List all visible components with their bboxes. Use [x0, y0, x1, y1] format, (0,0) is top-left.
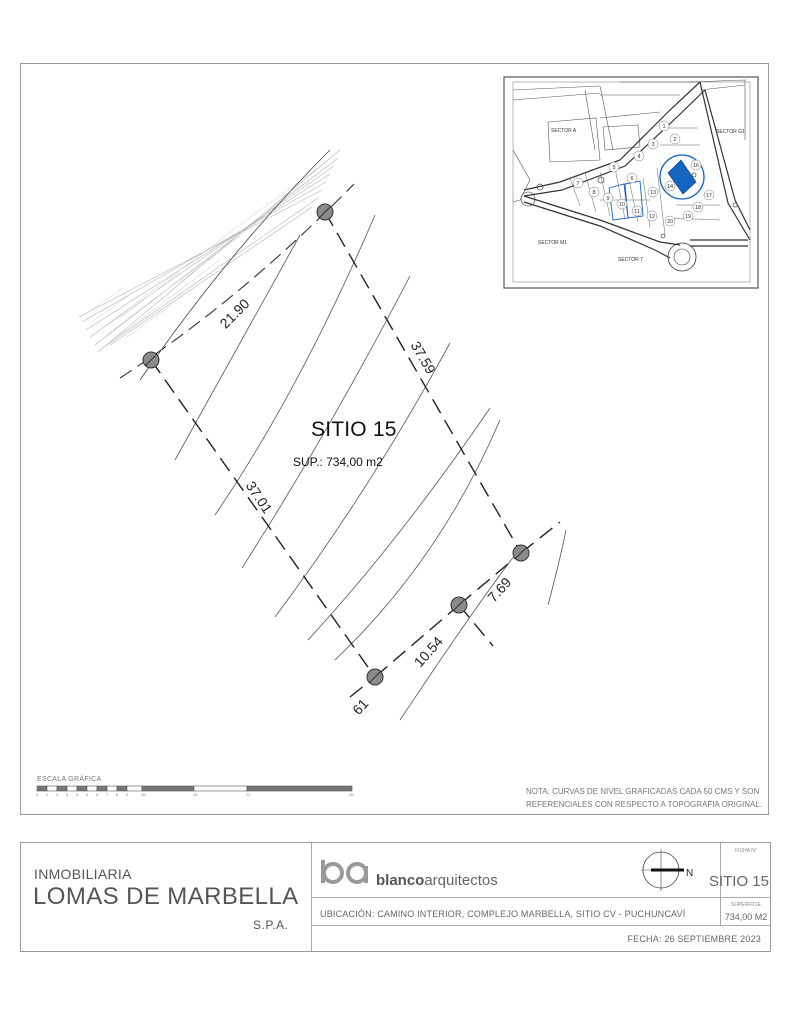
svg-text:19: 19 — [684, 214, 692, 220]
scale-tick: 4 — [76, 792, 79, 797]
svg-text:10: 10 — [618, 202, 626, 208]
svg-text:9: 9 — [606, 196, 610, 202]
svg-text:2: 2 — [673, 137, 677, 143]
scale-tick: 15 — [193, 792, 198, 797]
scale-tick: 7 — [106, 792, 109, 797]
svg-text:17: 17 — [705, 193, 713, 199]
dimension-corner: 61 — [349, 695, 372, 718]
blanco-arquitectos-logo-icon — [323, 860, 366, 883]
ficha-value: SITIO 15 — [708, 873, 769, 890]
svg-text:4: 4 — [637, 154, 641, 160]
north-arrow-icon — [641, 849, 684, 891]
superficie-label: SUPERFICIE — [730, 902, 761, 908]
svg-text:20: 20 — [666, 219, 674, 225]
ficha-label: FICHA N° — [735, 848, 757, 854]
dimension-back-left: 10.54 — [410, 633, 446, 671]
scale-tick: 0 — [36, 792, 39, 797]
dimension-back-right: 7.69 — [484, 574, 515, 606]
location-text: UBICACIÓN: CAMINO INTERIOR, COMPLEJO MARBELLA, SITIO CV - PUCHUNCAVÍ — [320, 909, 686, 919]
scale-tick: 20 — [246, 792, 251, 797]
date-text: FECHA: 26 SEPTIEMBRE 2023 — [627, 934, 761, 944]
svg-text:18: 18 — [694, 205, 702, 211]
scale-label: ESCALA GRÁFICA — [37, 776, 102, 783]
contour-note — [526, 785, 766, 811]
north-label: N — [686, 868, 694, 879]
scale-tick: 6 — [96, 792, 99, 797]
svg-text:SECTOR A: SECTOR A — [551, 128, 577, 134]
scale-tick: 5 — [86, 792, 89, 797]
svg-text:16: 16 — [692, 163, 700, 169]
note-line-1: NOTA: CURVAS DE NIVEL GRAFICADAS CADA 50 CMS Y SON — [526, 787, 760, 796]
brand-bold: blanco — [376, 872, 425, 889]
dimension-right-side: 37.59 — [407, 338, 440, 377]
scale-tick: 8 — [116, 792, 119, 797]
svg-text:11: 11 — [634, 209, 640, 215]
scale-tick: 30 — [349, 792, 354, 797]
lot-title: SITIO 15 — [311, 418, 397, 441]
superficie-value: 734,00 M2 — [724, 912, 768, 922]
svg-text:5: 5 — [612, 165, 616, 171]
svg-text:12: 12 — [648, 214, 656, 220]
scale-tick: 3 — [66, 792, 69, 797]
svg-text:SECTOR 7: SECTOR 7 — [618, 257, 643, 263]
company-name-line-1: INMOBILIARIA — [34, 866, 132, 882]
dimension-front: 21.90 — [216, 295, 253, 332]
scale-tick: 10 — [141, 792, 146, 797]
svg-text:1: 1 — [662, 124, 666, 130]
svg-text:6: 6 — [630, 176, 634, 182]
brand-regular: arquitectos — [424, 872, 498, 889]
svg-text:14: 14 — [666, 184, 674, 190]
note-line-2: REFERENCIALES CON RESPECTO A TOPOGRAFIA ORIGINAL. — [526, 800, 763, 809]
lot-area: SUP.: 734,00 m2 — [293, 455, 383, 469]
company-name-line-2: LOMAS DE MARBELLA — [33, 883, 299, 910]
architect-brand — [376, 872, 498, 889]
svg-text:13: 13 — [649, 190, 657, 196]
svg-text:SECTOR G1: SECTOR G1 — [716, 129, 745, 135]
scale-tick: 1 — [46, 792, 49, 797]
scale-tick: 9 — [126, 792, 129, 797]
svg-text:SECTOR M1: SECTOR M1 — [538, 240, 568, 246]
dimension-left-side: 37.01 — [242, 478, 276, 517]
scale-tick: 2 — [56, 792, 59, 797]
company-name-line-3: S.P.A. — [253, 918, 289, 932]
svg-text:8: 8 — [592, 190, 596, 196]
svg-text:7: 7 — [576, 181, 580, 187]
title-block — [20, 842, 771, 952]
svg-text:3: 3 — [651, 142, 655, 148]
